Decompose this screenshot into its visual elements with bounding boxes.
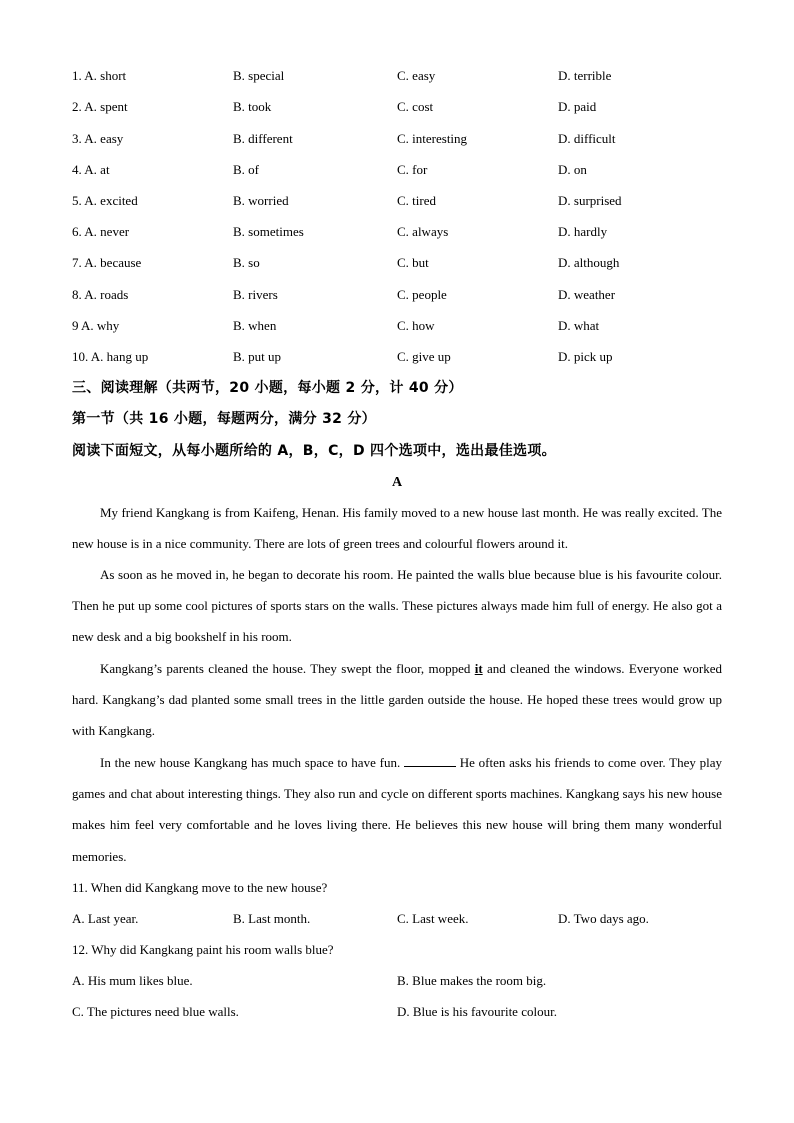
option-c: C. for (397, 162, 428, 177)
option-b: B. put up (233, 349, 282, 364)
option-c: C. always (397, 224, 449, 239)
passage-paragraph-3: Kangkang’s parents cleaned the house. They swept the floor, mopped it and cleaned the windows. Everyone worked hard. Kangkang’s dad planted some small trees in the little garden outside the house. He hoped these trees would grow up with Kangkang. (72, 661, 722, 739)
option-a: A. Last year. (72, 911, 139, 926)
option-row-10 (72, 347, 732, 367)
passage-paragraph-4: In the new house Kangkang has much space to have fun. He often asks his friends to come over. They play games and chat about interesting things. They also run and cycle on different sports machines. Kangkang says his new house makes him feel very comfortable and he loves living there. He believes this new house will bring them many wonderful memories. (72, 755, 723, 864)
underlined-word: it (474, 661, 483, 676)
question-12-options-row-2 (72, 1002, 732, 1022)
option-a: 6. A. never (72, 224, 130, 239)
option-a: A. His mum likes blue. (72, 973, 193, 988)
option-row-9 (72, 316, 732, 336)
option-b: B. when (233, 318, 277, 333)
option-c: C. tired (397, 193, 436, 208)
option-b: B. sometimes (233, 224, 304, 239)
option-a: 7. A. because (72, 255, 142, 270)
option-b: B. Blue makes the room big. (397, 973, 547, 988)
section-heading: 三、阅读理解（共两节，20 小题，每小题 2 分，计 40 分） (72, 380, 463, 396)
passage-paragraph-2: As soon as he moved in, he began to decorate his room. He painted the walls blue because blue is his favourite colour. Then he put up some cool pictures of sports stars on the walls. These pictures always made him full of energy. He also got a new desk and a big bookshelf in his room. (72, 567, 722, 645)
option-d: D. difficult (558, 131, 616, 146)
option-a: 5. A. excited (72, 193, 138, 208)
option-d: D. although (558, 255, 620, 270)
option-b: B. special (233, 68, 285, 83)
question-12-options-row-1 (72, 971, 732, 991)
option-b: B. rivers (233, 287, 278, 302)
option-d: D. paid (558, 99, 597, 114)
option-a: 9 A. why (72, 318, 120, 333)
question-12-stem: 12. Why did Kangkang paint his room walls blue? (72, 942, 334, 957)
option-row-3 (72, 129, 732, 149)
option-d: D. pick up (558, 349, 613, 364)
question-11-options (72, 909, 732, 929)
option-a: 1. A. short (72, 68, 127, 83)
option-d: D. weather (558, 287, 616, 302)
option-c: C. people (397, 287, 447, 302)
option-c: C. easy (397, 68, 436, 83)
option-c: C. interesting (397, 131, 468, 146)
answer-blank (404, 754, 456, 767)
instructions: 阅读下面短文，从每小题所给的 A，B，C，D 四个选项中，选出最佳选项。 (72, 443, 556, 459)
option-a: 3. A. easy (72, 131, 124, 146)
option-a: 8. A. roads (72, 287, 129, 302)
option-d: D. what (558, 318, 600, 333)
option-d: D. surprised (558, 193, 622, 208)
option-c: C. how (397, 318, 435, 333)
option-a: 10. A. hang up (72, 349, 149, 364)
option-c: C. but (397, 255, 429, 270)
option-b: B. different (233, 131, 293, 146)
option-c: C. cost (397, 99, 434, 114)
option-a: 4. A. at (72, 162, 110, 177)
option-b: B. so (233, 255, 260, 270)
option-row-4 (72, 160, 732, 180)
option-a: 2. A. spent (72, 99, 128, 114)
option-d: D. Two days ago. (558, 911, 649, 926)
passage-title: A (391, 475, 403, 490)
option-c: C. Last week. (397, 911, 469, 926)
option-b: B. worried (233, 193, 289, 208)
option-b: B. of (233, 162, 259, 177)
option-row-5 (72, 191, 732, 211)
question-11-stem: 11. When did Kangkang move to the new house? (72, 880, 328, 895)
option-d: D. Blue is his favourite colour. (397, 1004, 557, 1019)
option-row-7 (72, 253, 732, 273)
option-c: C. give up (397, 349, 451, 364)
passage-paragraph-1: My friend Kangkang is from Kaifeng, Henan. His family moved to a new house last month. He was really excited. The new house is in a nice community. There are lots of green trees and colourful flowers around it. (72, 505, 722, 552)
option-d: D. terrible (558, 68, 612, 83)
part-heading: 第一节（共 16 小题，每题两分，满分 32 分） (72, 411, 376, 427)
option-c: C. The pictures need blue walls. (72, 1004, 239, 1019)
option-b: B. Last month. (233, 911, 311, 926)
option-d: D. on (558, 162, 587, 177)
option-row-6 (72, 222, 732, 242)
option-row-8 (72, 285, 732, 305)
option-b: B. took (233, 99, 272, 114)
option-row-2 (72, 97, 732, 117)
option-row-1 (72, 66, 732, 86)
option-d: D. hardly (558, 224, 608, 239)
